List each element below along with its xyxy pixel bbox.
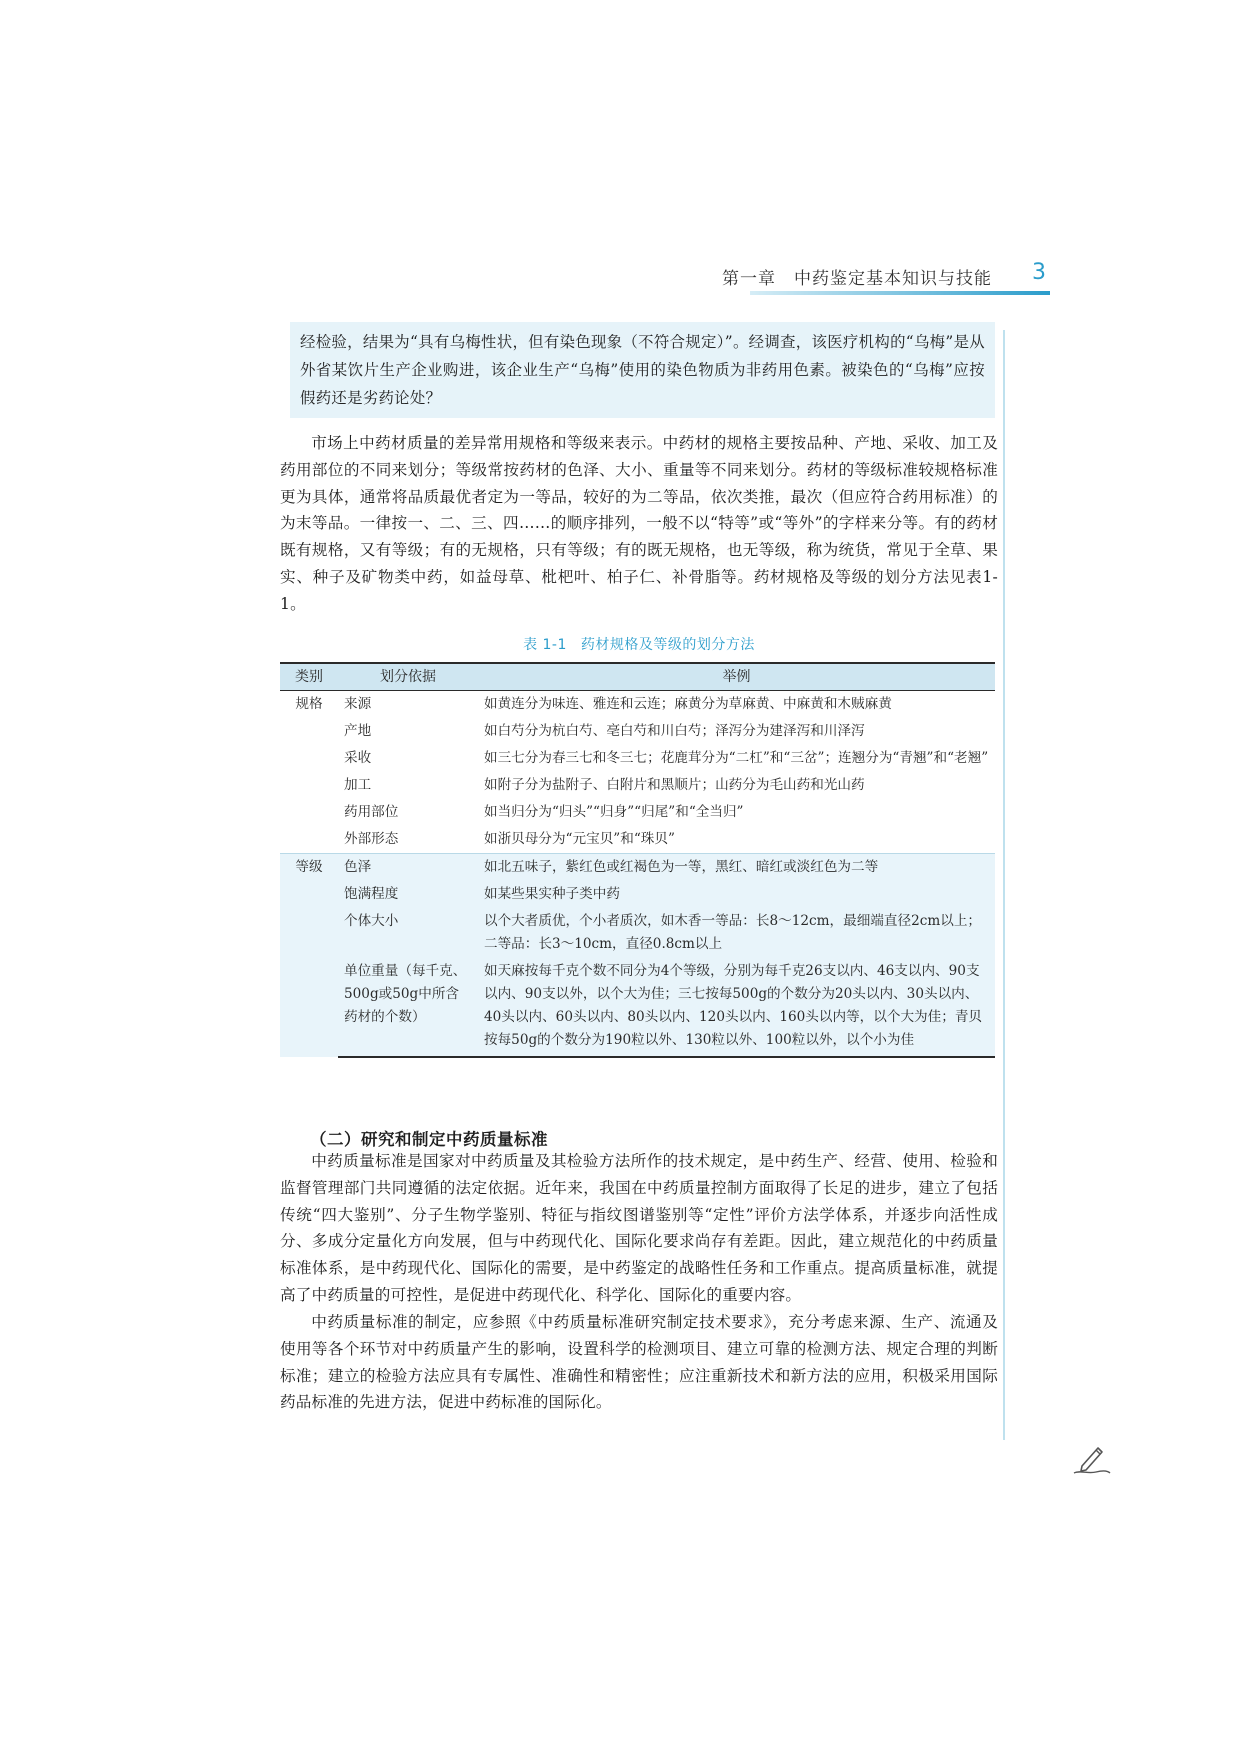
body-paragraph-grades: 市场上中药材质量的差异常用规格和等级来表示。中药材的规格主要按品种、产地、采收、加工及药用部位的不同来划分；等级常按药材的色泽、大小、重量等不同来划分。药材的等级标准较规格标准更为具体，通常将品质最优者定为一等品，较好的为二等品，依次类推，最次（但应符合药用标准）的为末等品。一律按一、二、三、四……的顺序排列，一般不以“特等”或“等外”的字样来分等。有的药材既有规格，又有等级；有的无规格，只有等级；有的既无规格，也无等级，称为统货，常见于全草、果实、种子及矿物类中药，如益母草、枇杷叶、柏子仁、补骨脂等。药材规格及等级的划分方法见表1-1。 — [280, 434, 998, 613]
example-cell: 如白芍分为杭白芍、亳白芍和川白芍；泽泻分为建泽泻和川泽泻 — [484, 723, 865, 739]
category-cell: 等级 — [280, 854, 338, 1058]
pen-note-icon[interactable] — [1072, 1440, 1112, 1476]
table-row — [280, 826, 995, 854]
table-caption — [280, 634, 998, 654]
example-cell: 如北五味子，紫红色或红褐色为一等，黑红、暗红或淡红色为二等 — [478, 854, 995, 882]
basis-cell: 饱满程度 — [338, 881, 478, 908]
section-title: （二）研究和制定中药质量标准 — [310, 1130, 548, 1149]
basis-cell: 色泽 — [338, 854, 478, 882]
basis-cell: 单位重量（每千克、500g或50g中所含药材的个数） — [338, 958, 478, 1057]
running-header — [280, 258, 1050, 298]
table-caption-title: 药材规格及等级的划分方法 — [580, 637, 755, 653]
example-cell: 如三七分为春三七和冬三七；花鹿茸分为“二杠”和“三岔”；连翘分为“青翘”和“老翘” — [484, 750, 989, 766]
basis-cell: 药用部位 — [344, 804, 399, 820]
table-row — [280, 745, 995, 772]
example-cell: 如浙贝母分为“元宝贝”和“珠贝” — [484, 831, 675, 847]
header-basis: 划分依据 — [338, 663, 478, 691]
table-row — [280, 772, 995, 799]
category-cell: 规格 — [295, 696, 323, 712]
table-row — [280, 881, 995, 908]
header-rule — [750, 291, 1050, 295]
table-header-row — [280, 663, 995, 691]
body-paragraph-formulation: 中药质量标准的制定，应参照《中药质量标准研究制定技术要求》，充分考虑来源、生产、流通及使用等各个环节对中药质量产生的影响，设置科学的检测项目、建立可靠的检测方法、规定合理的判断标准；建立的检验方法应具有专属性、准确性和精密性；应注重新技术和新方法的应用，积极采用国际药品标准的先进方法，促进中药标准的国际化。 — [280, 1313, 998, 1412]
basis-cell: 来源 — [344, 696, 372, 712]
example-cell: 以个大者质优，个小者质次，如木香一等品：长8～12cm，最细端直径2cm以上；二等品：长3～10cm，直径0.8cm以上 — [478, 908, 995, 958]
case-study-box — [290, 322, 995, 418]
example-cell: 如附子分为盐附子、白附片和黑顺片；山药分为毛山药和光山药 — [484, 777, 865, 793]
basis-cell: 加工 — [344, 777, 372, 793]
body-paragraph-standards: 中药质量标准是国家对中药质量及其检验方法所作的技术规定，是中药生产、经营、使用、检验和监督管理部门共同遵循的法定依据。近年来，我国在中药质量控制方面取得了长足的进步，建立了包括传统“四大鉴别”、分子生物学鉴别、特征与指纹图谱鉴别等“定性”评价方法学体系，并逐步向活性成分、多成分定量化方向发展，但与中药现代化、国际化要求尚存有差距。因此，建立规范化的中药质量标准体系，是中药现代化、国际化的需要，是中药鉴定的战略性任务和工作重点。提高质量标准，就提高了中药质量的可控性，是促进中药现代化、科学化、国际化的重要内容。 — [280, 1152, 998, 1304]
basis-cell: 外部形态 — [344, 831, 399, 847]
table-row — [280, 691, 995, 719]
basis-cell: 采收 — [344, 750, 372, 766]
example-cell: 如某些果实种子类中药 — [478, 881, 995, 908]
table-row — [280, 718, 995, 745]
case-study-text: 经检验，结果为“具有乌梅性状，但有染色现象（不符合规定）”。经调查，该医疗机构的“乌梅”是从外省某饮片生产企业购进，该企业生产“乌梅”使用的染色物质为非药用色素。被染色的“乌梅”应按假药还是劣药论处？ — [300, 333, 985, 407]
header-example: 举例 — [478, 663, 995, 691]
margin-rule — [1003, 330, 1005, 1440]
chapter-title: 第一章 中药鉴定基本知识与技能 — [722, 269, 992, 289]
example-cell: 如天麻按每千克个数不同分为4个等级，分别为每千克26支以内、46支以内、90支以内、90支以外，以个大为佳；三七按每500g的个数分为20头以内、30头以内、40头以内、60头以内、80头以内、120头以内、160头以内等，以个大为佳；青贝按每50g的个数分为190粒以外、130粒以外、100粒以外，以个小为佳 — [478, 958, 995, 1057]
example-cell: 如黄连分为味连、雅连和云连；麻黄分为草麻黄、中麻黄和木贼麻黄 — [484, 696, 892, 712]
example-cell: 如当归分为“归头”“归身”“归尾”和“全当归” — [484, 804, 744, 820]
table-caption-number: 表 1-1 — [523, 637, 567, 653]
table-row — [280, 799, 995, 826]
basis-cell: 产地 — [344, 723, 372, 739]
basis-cell: 个体大小 — [338, 908, 478, 958]
table-row — [280, 854, 995, 882]
table-row — [280, 908, 995, 958]
table-row — [280, 958, 995, 1057]
spec-grade-table — [280, 662, 995, 1058]
page-number: 3 — [1032, 260, 1046, 285]
header-category: 类别 — [280, 663, 338, 691]
